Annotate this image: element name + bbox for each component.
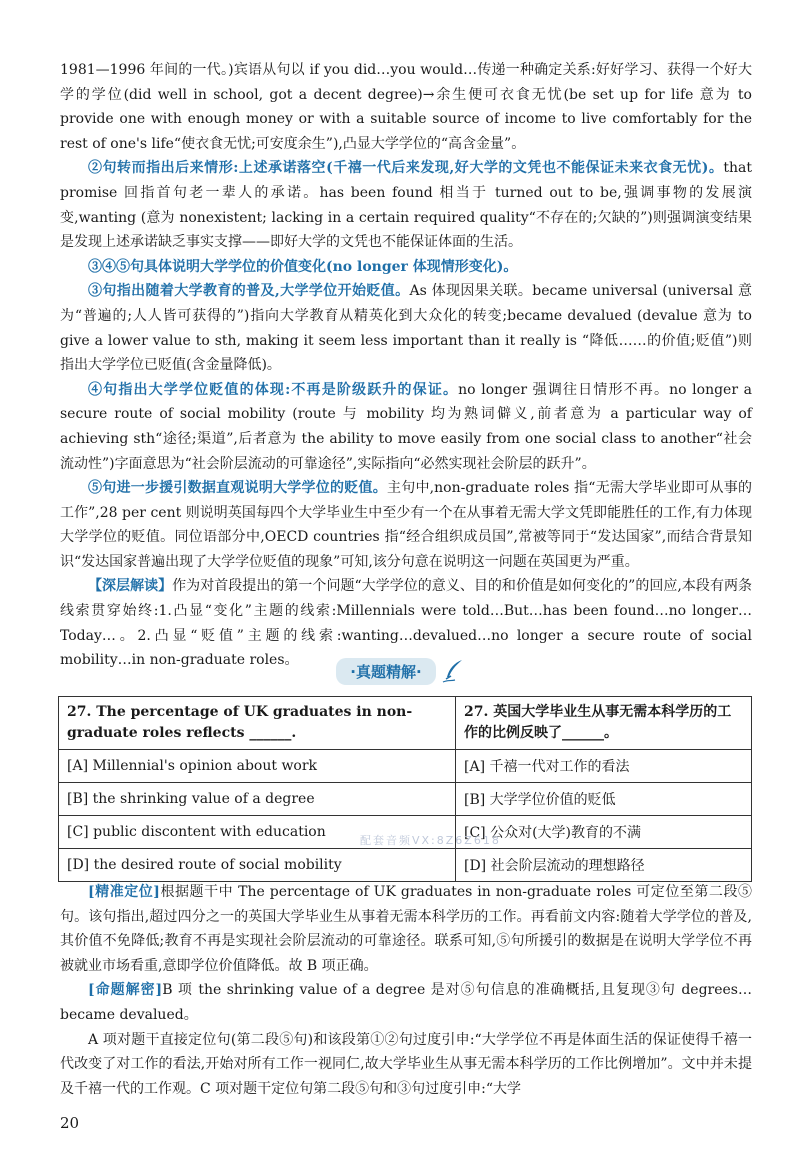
paragraph-2-text: that promise 回指首句老一辈人的承诺。has been found 相当于 turned out to be,强调事物的发展演变,wanting (意为 nonexistent; lacking in a certain required quality“不存在的;欠缺的”)则强调演变结果是发现上述承诺缺乏事实支撑——即好大学的文凭也不能保证体面的生活。 bbox=[60, 160, 752, 251]
paragraph-5 bbox=[60, 378, 752, 476]
paragraph-4-heading: ③句指出随着大学教育的普及,大学学位开始贬值。 bbox=[88, 283, 410, 300]
question-design-label: [命题解密] bbox=[88, 982, 163, 999]
question-stem-cn: 27. 英国大学毕业生从事无需本科学历的工作的比例反映了______。 bbox=[456, 697, 752, 750]
option-d-en: [D] the desired route of social mobility bbox=[59, 849, 456, 882]
option-d-cn: [D] 社会阶层流动的理想路径 bbox=[456, 849, 752, 882]
watermark: 配套音频VX:8Z6Z618 bbox=[360, 834, 501, 847]
option-row-b bbox=[59, 783, 752, 816]
paragraph-4 bbox=[60, 279, 752, 377]
section-heading-row bbox=[0, 654, 800, 688]
question-design-text: B 项 the shrinking value of a degree 是对⑤句信息的准确概括,且复现③句 degrees…became devalued。 bbox=[60, 982, 752, 1023]
option-c-cn: [C] 公众对(大学)教育的不满 bbox=[456, 816, 752, 849]
paragraph-5-text: no longer 强调往日情形不再。no longer a secure route of social mobility (route 与 mobility 均为熟词僻义,前者意为 a particular way of achieving sth“途径;渠道”,后者意为 the ability to move easily from one social class to another“社会流动性”)字面意思为“社会阶层流动的可靠途径”,实际指向“必然实现社会阶层的跃升”。 bbox=[60, 381, 752, 472]
paragraph-3-heading: ③④⑤句具体说明大学学位的价值变化(no longer 体现情形变化)。 bbox=[88, 258, 518, 275]
option-row-d bbox=[59, 849, 752, 882]
question-stem-row bbox=[59, 697, 752, 750]
paragraph-6 bbox=[60, 476, 752, 574]
option-a-cn: [A] 千禧一代对工作的看法 bbox=[456, 750, 752, 783]
precise-location-text: 根据题干中 The percentage of UK graduates in non-graduate roles 可定位至第二段⑤句。该句指出,超过四分之一的英国大学毕业生从事着无需本科学历的工作。再看前文内容:随着大学学位的普及,其价值不免降低;教育不再是实现社会阶层流动的可靠途径。联系可知,⑤句所援引的数据是在说明大学学位不再被就业市场看重,意即学位价值降低。故 B 项正确。 bbox=[60, 884, 753, 974]
paragraph-6-heading: ⑤句进一步援引数据直观说明大学学位的贬值。 bbox=[88, 480, 387, 497]
distractor-analysis-paragraph bbox=[60, 1028, 752, 1102]
section-heading bbox=[336, 658, 435, 685]
analysis-text bbox=[60, 58, 752, 673]
paragraph-7-text: 作为对首段提出的第一个问题“大学学位的意义、目的和价值是如何变化的”的回应,本段有两条线索贯穿始终:1.凸显“变化”主题的线索:Millennials were told…But…has been found…no longer…Today…。2.凸显“贬值”主题的线索:wanting…devalued…no longer a secure route of social mobility…in non-graduate roles。 bbox=[60, 578, 752, 669]
page-number: 20 bbox=[60, 1114, 80, 1132]
paragraph-1-text: 1981—1996 年间的一代。)宾语从句以 if you did…you would…传递一种确定关系:好好学习、获得一个好大学的学位(did well in school, got a decent degree)→余生便可衣食无忧(be set up for life 意为 to provide one with enough money or with a suitable source of income to live comfortably for the rest of one's life“使衣食无忧;可安度余生”),凸显大学学位的“高含金量”。 bbox=[60, 62, 752, 152]
paragraph-4-text: As 体现因果关联。became universal (universal 意为“普遍的;人人皆可获得的”)指向大学教育从精英化到大众化的转变;became devalued (devalue 意为 to give a lower value to sth, making it seem less important than it really is “降低……的价值;贬值”)则指出大学学位已贬值(含金量降低)。 bbox=[60, 283, 752, 374]
option-b-en: [B] the shrinking value of a degree bbox=[59, 783, 456, 816]
paragraph-1 bbox=[60, 58, 752, 156]
option-c-en: [C] public discontent with education bbox=[59, 816, 456, 849]
deep-reading-label: 【深层解读】 bbox=[88, 578, 173, 595]
paragraph-2-heading: ②句转而指出后来情形:上述承诺落空(千禧一代后来发现,好大学的文凭也不能保证未来衣食无忧)。 bbox=[88, 160, 724, 177]
quill-pen-icon bbox=[442, 659, 464, 683]
precise-location-label: [精准定位] bbox=[88, 884, 160, 900]
paragraph-5-heading: ④句指出大学学位贬值的体现:不再是阶级跃升的保证。 bbox=[88, 381, 459, 398]
precise-location-paragraph bbox=[60, 880, 752, 978]
option-row-a bbox=[59, 750, 752, 783]
answer-analysis bbox=[60, 880, 752, 1101]
distractor-analysis-text: A 项对题干直接定位句(第二段⑤句)和该段第①②句过度引申:“大学学位不再是体面生活的保证使得千禧一代改变了对工作的看法,开始对所有工作一视同仁,故大学毕业生从事无需本科学历的工作比例增加”。文中并未提及千禧一代的工作观。C 项对题干定位句第二段⑤句和③句过度引申:“大学 bbox=[60, 1031, 752, 1097]
paragraph-6-text: 主句中,non-graduate roles 指“无需大学毕业即可从事的工作”,28 per cent 则说明英国每四个大学毕业生中至少有一个在从事着无需大学文凭即能胜任的工作,有力体现大学学位的贬值。同位语部分中,OECD countries 指“经合组织成员国”,常被等同于“发达国家”,而结合背景知识“发达国家普遍出现了大学学位贬值的现象”可知,该分句意在说明这一问题在英国更为严重。 bbox=[60, 480, 752, 570]
question-design-paragraph bbox=[60, 978, 752, 1027]
option-b-cn: [B] 大学学位价值的贬低 bbox=[456, 783, 752, 816]
question-stem-en: 27. The percentage of UK graduates in non-graduate roles reflects ______. bbox=[59, 697, 456, 750]
option-a-en: [A] Millennial's opinion about work bbox=[59, 750, 456, 783]
paragraph-2 bbox=[60, 156, 752, 254]
question-table bbox=[58, 696, 752, 882]
section-heading-label: ·真题精解· bbox=[350, 662, 422, 681]
paragraph-3 bbox=[60, 255, 752, 280]
